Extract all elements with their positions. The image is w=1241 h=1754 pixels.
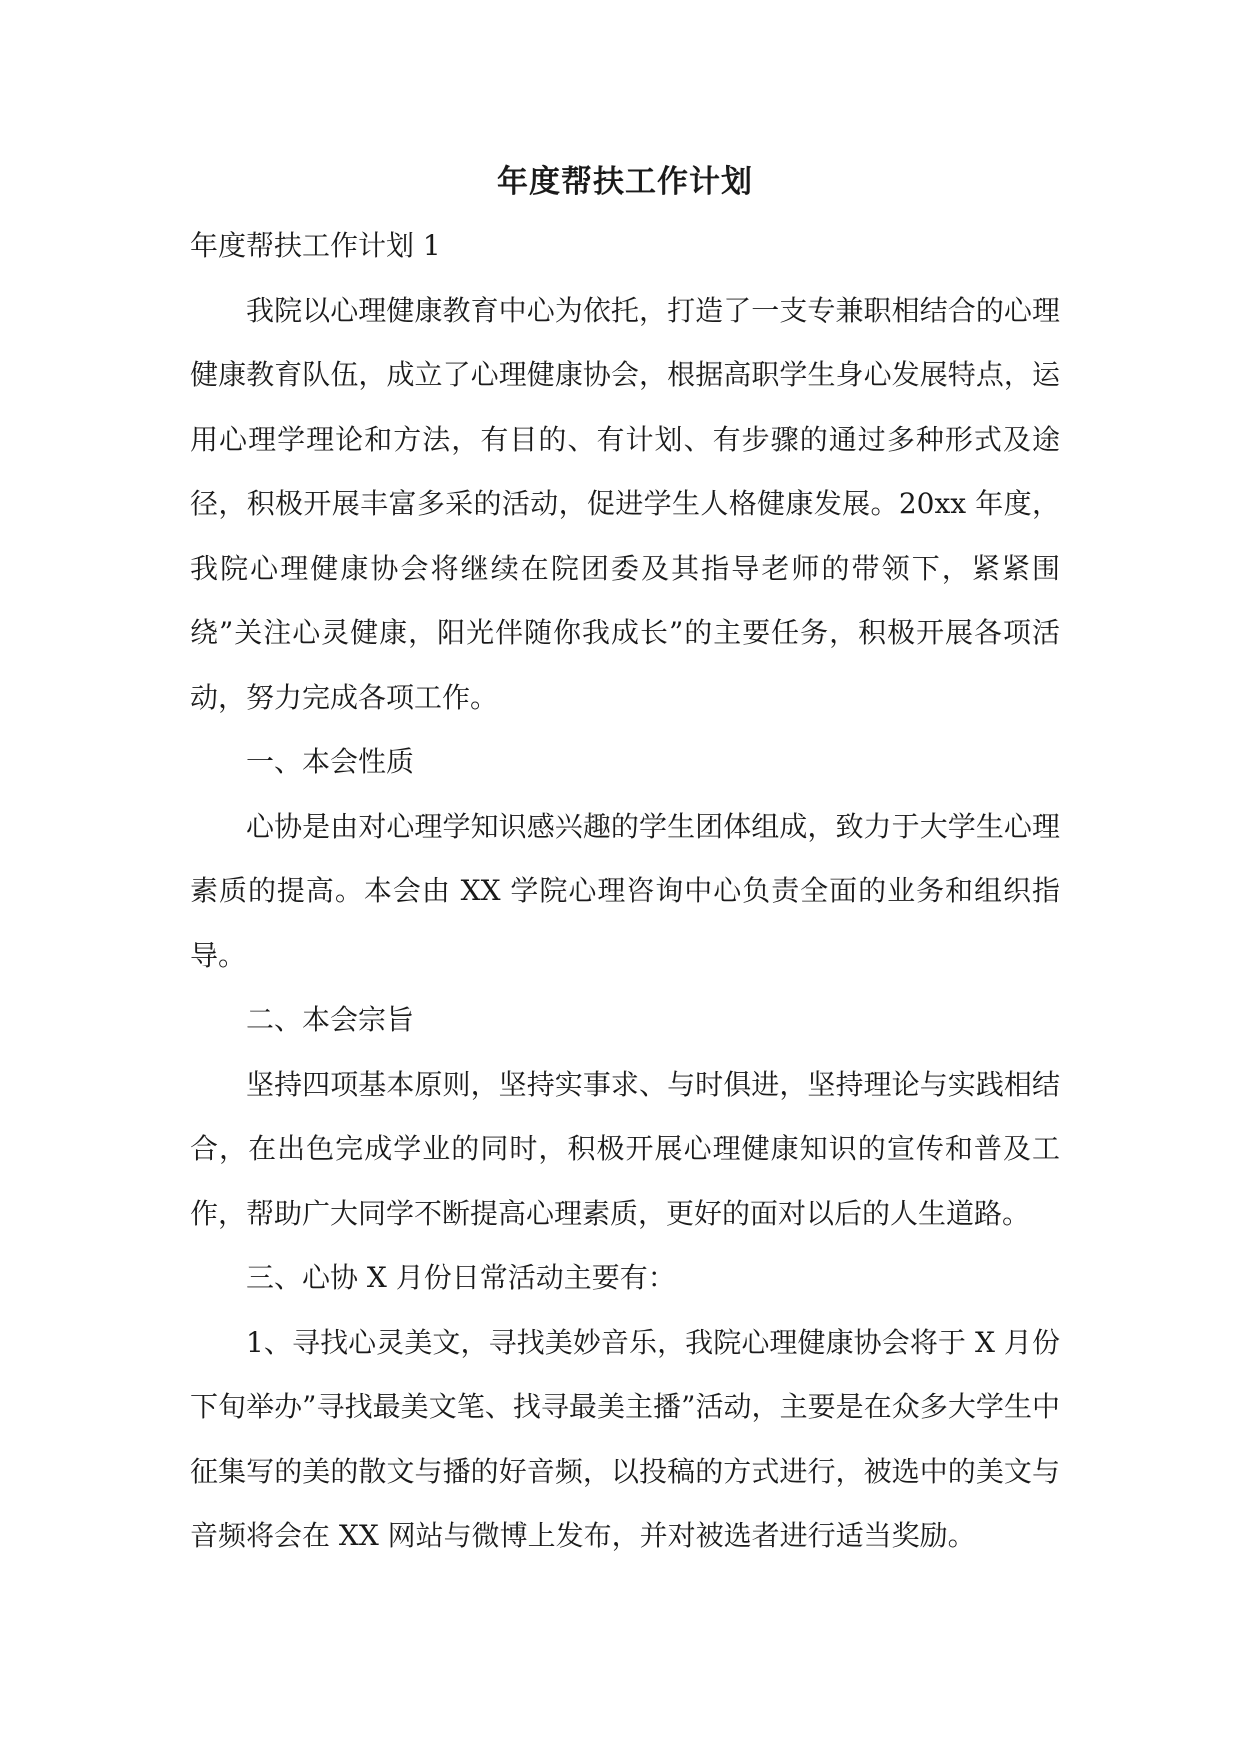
purpose-paragraph: 坚持四项基本原则，坚持实事求、与时俱进，坚持理论与实践相结合，在出色完成学业的同时，积极开展心理健康知识的宣传和普及工作，帮助广大同学不断提高心理素质，更好的面对以后的人生道路。 — [190, 1067, 1060, 1230]
nature-paragraph: 心协是由对心理学知识感兴趣的学生团体组成，致力于大学生心理素质的提高。本会由 XX 学院心理咨询中心负责全面的业务和组织指导。 — [190, 809, 1060, 972]
document-subtitle: 年度帮扶工作计划 1 — [190, 229, 441, 262]
document-body — [190, 150, 1060, 1569]
activity-item-1: 1、寻找心灵美文，寻找美妙音乐，我院心理健康协会将于 X 月份下旬举办”寻找最美文笔、找寻最美主播”活动，主要是在众多大学生中征集写的美的散文与播的好音频，以投稿的方式进行，被选中的美文与音频将会在 XX 网站与微博上发布，并对被选者进行适当奖励。 — [190, 1325, 1060, 1552]
section-heading-purpose: 二、本会宗旨 — [246, 1003, 415, 1036]
section-heading-activities: 三、心协 X 月份日常活动主要有： — [246, 1261, 676, 1294]
document-title: 年度帮扶工作计划 — [497, 164, 753, 200]
section-heading-nature: 一、本会性质 — [246, 745, 415, 778]
intro-paragraph: 我院以心理健康教育中心为依托，打造了一支专兼职相结合的心理健康教育队伍，成立了心理健康协会，根据高职学生身心发展特点，运用心理学理论和方法，有目的、有计划、有步骤的通过多种形式及途径，积极开展丰富多采的活动，促进学生人格健康发展。20xx 年度，我院心理健康协会将继续在院团委及其指导老师的带领下，紧紧围绕”关注心灵健康，阳光伴随你我成长”的主要任务，积极开展各项活动，努力完成各项工作。 — [190, 293, 1060, 714]
